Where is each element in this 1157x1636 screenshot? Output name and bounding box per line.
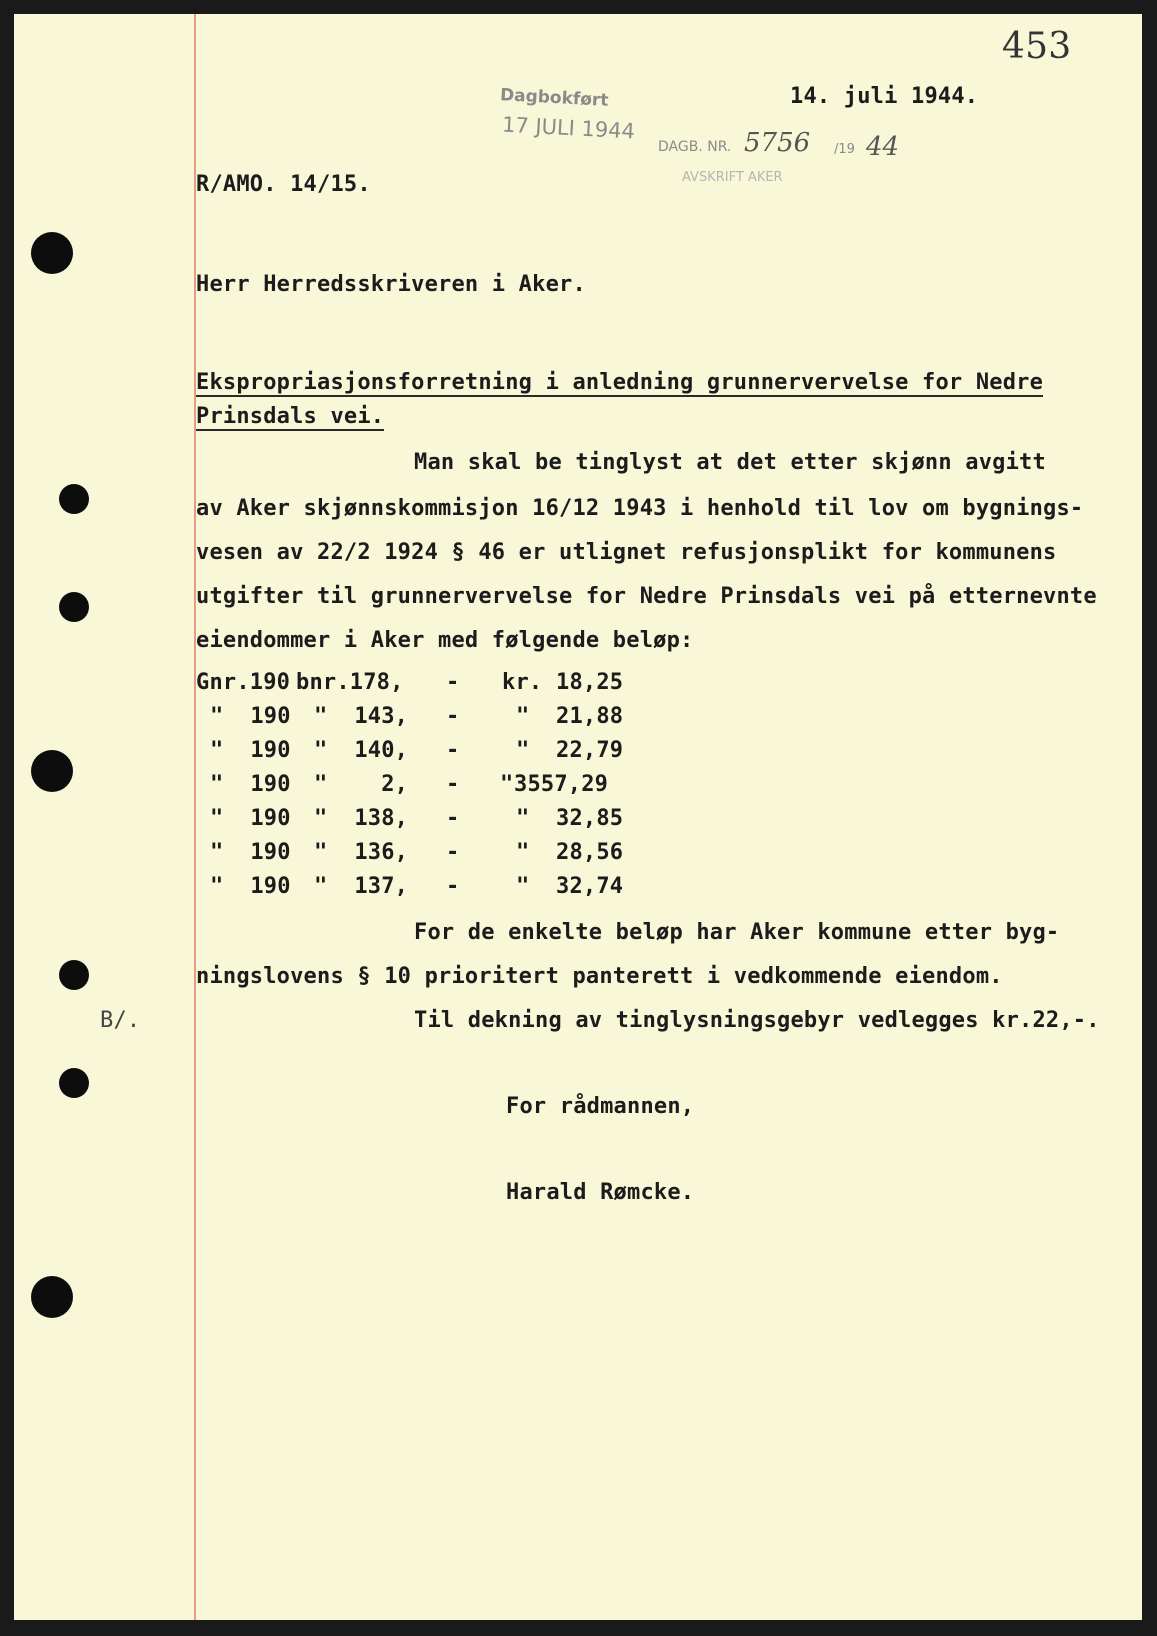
bnr-cell: " 137,	[314, 874, 409, 899]
stamp-dagbokfort: Dagbokført	[499, 85, 609, 111]
dash-cell: -	[446, 874, 460, 899]
stamp-date: 17 JULI 1944	[501, 112, 636, 144]
punch-hole	[59, 960, 89, 990]
kr-cell: "	[500, 772, 514, 797]
stamp-year-prefix: /19	[834, 142, 855, 157]
amount-cell: 32,74	[556, 874, 624, 899]
gnr-cell: " 190	[210, 806, 291, 831]
dash-cell: -	[446, 670, 460, 695]
subject-line-1: Ekspropriasjonsforretning i anledning grunnervervelse for Nedre	[196, 370, 1044, 395]
gnr-cell: Gnr.190	[196, 670, 291, 695]
gnr-cell: " 190	[210, 840, 291, 865]
amount-cell: 3557,29	[514, 772, 609, 797]
gnr-cell: " 190	[210, 704, 291, 729]
body-line-2: av Aker skjønnskommisjon 16/12 1943 i henhold til lov om bygnings-	[196, 496, 1084, 521]
addressee: Herr Herredsskriveren i Aker.	[196, 272, 586, 297]
amount-cell: 18,25	[556, 670, 624, 695]
signature: Harald Rømcke.	[506, 1180, 695, 1205]
amount-cell: 21,88	[556, 704, 624, 729]
bnr-cell: bnr.178,	[296, 670, 404, 695]
bnr-cell: " 136,	[314, 840, 409, 865]
amount-cell: 28,56	[556, 840, 624, 865]
letter-date: 14. juli 1944.	[790, 84, 979, 109]
stamp-nr-value: 5756	[744, 128, 811, 158]
punch-hole	[59, 592, 89, 622]
margin-note: B/.	[100, 1008, 141, 1033]
dash-cell: -	[446, 738, 460, 763]
punch-hole	[31, 750, 73, 792]
body-line-4: utgifter til grunnervervelse for Nedre Prinsdals vei på etternevnte	[196, 584, 1097, 609]
kr-cell: "	[516, 840, 530, 865]
kr-cell: kr.	[502, 670, 543, 695]
punch-hole	[31, 1276, 73, 1318]
page-number: 453	[1002, 26, 1072, 67]
reference: R/AMO. 14/15.	[196, 172, 371, 197]
stamp-nr-label: DAGB. NR.	[658, 139, 732, 155]
dash-cell: -	[446, 772, 460, 797]
bnr-cell: " 140,	[314, 738, 409, 763]
stamp-year-value: 44	[866, 132, 900, 162]
body-line-3: vesen av 22/2 1924 § 46 er utlignet refusjonsplikt for kommunens	[196, 540, 1057, 565]
dash-cell: -	[446, 704, 460, 729]
punch-hole	[59, 1068, 89, 1098]
kr-cell: "	[516, 704, 530, 729]
kr-cell: "	[516, 874, 530, 899]
closing: For rådmannen,	[506, 1094, 695, 1119]
punch-hole	[31, 232, 73, 274]
gnr-cell: " 190	[210, 874, 291, 899]
bnr-cell: " 2,	[314, 772, 409, 797]
bnr-cell: " 138,	[314, 806, 409, 831]
kr-cell: "	[516, 806, 530, 831]
para2-line-2: ningslovens § 10 prioritert panterett i vedkommende eiendom.	[196, 964, 1003, 989]
gnr-cell: " 190	[210, 772, 291, 797]
body-line-1: Man skal be tinglyst at det etter skjønn avgitt	[414, 450, 1046, 475]
punch-hole	[59, 484, 89, 514]
subject-line-2: Prinsdals vei.	[196, 404, 385, 429]
bnr-cell: " 143,	[314, 704, 409, 729]
dash-cell: -	[446, 806, 460, 831]
para2-line-1: For de enkelte beløp har Aker kommune etter byg-	[414, 920, 1060, 945]
dash-cell: -	[446, 840, 460, 865]
document-page	[14, 14, 1142, 1620]
amount-cell: 32,85	[556, 806, 624, 831]
stamp-subline: AVSKRIFT AKER	[682, 170, 783, 185]
amount-cell: 22,79	[556, 738, 624, 763]
gnr-cell: " 190	[210, 738, 291, 763]
margin-line	[194, 14, 196, 1620]
body-line-5: eiendommer i Aker med følgende beløp:	[196, 628, 694, 653]
kr-cell: "	[516, 738, 530, 763]
para3: Til dekning av tinglysningsgebyr vedlegges kr.22,-.	[414, 1008, 1100, 1033]
